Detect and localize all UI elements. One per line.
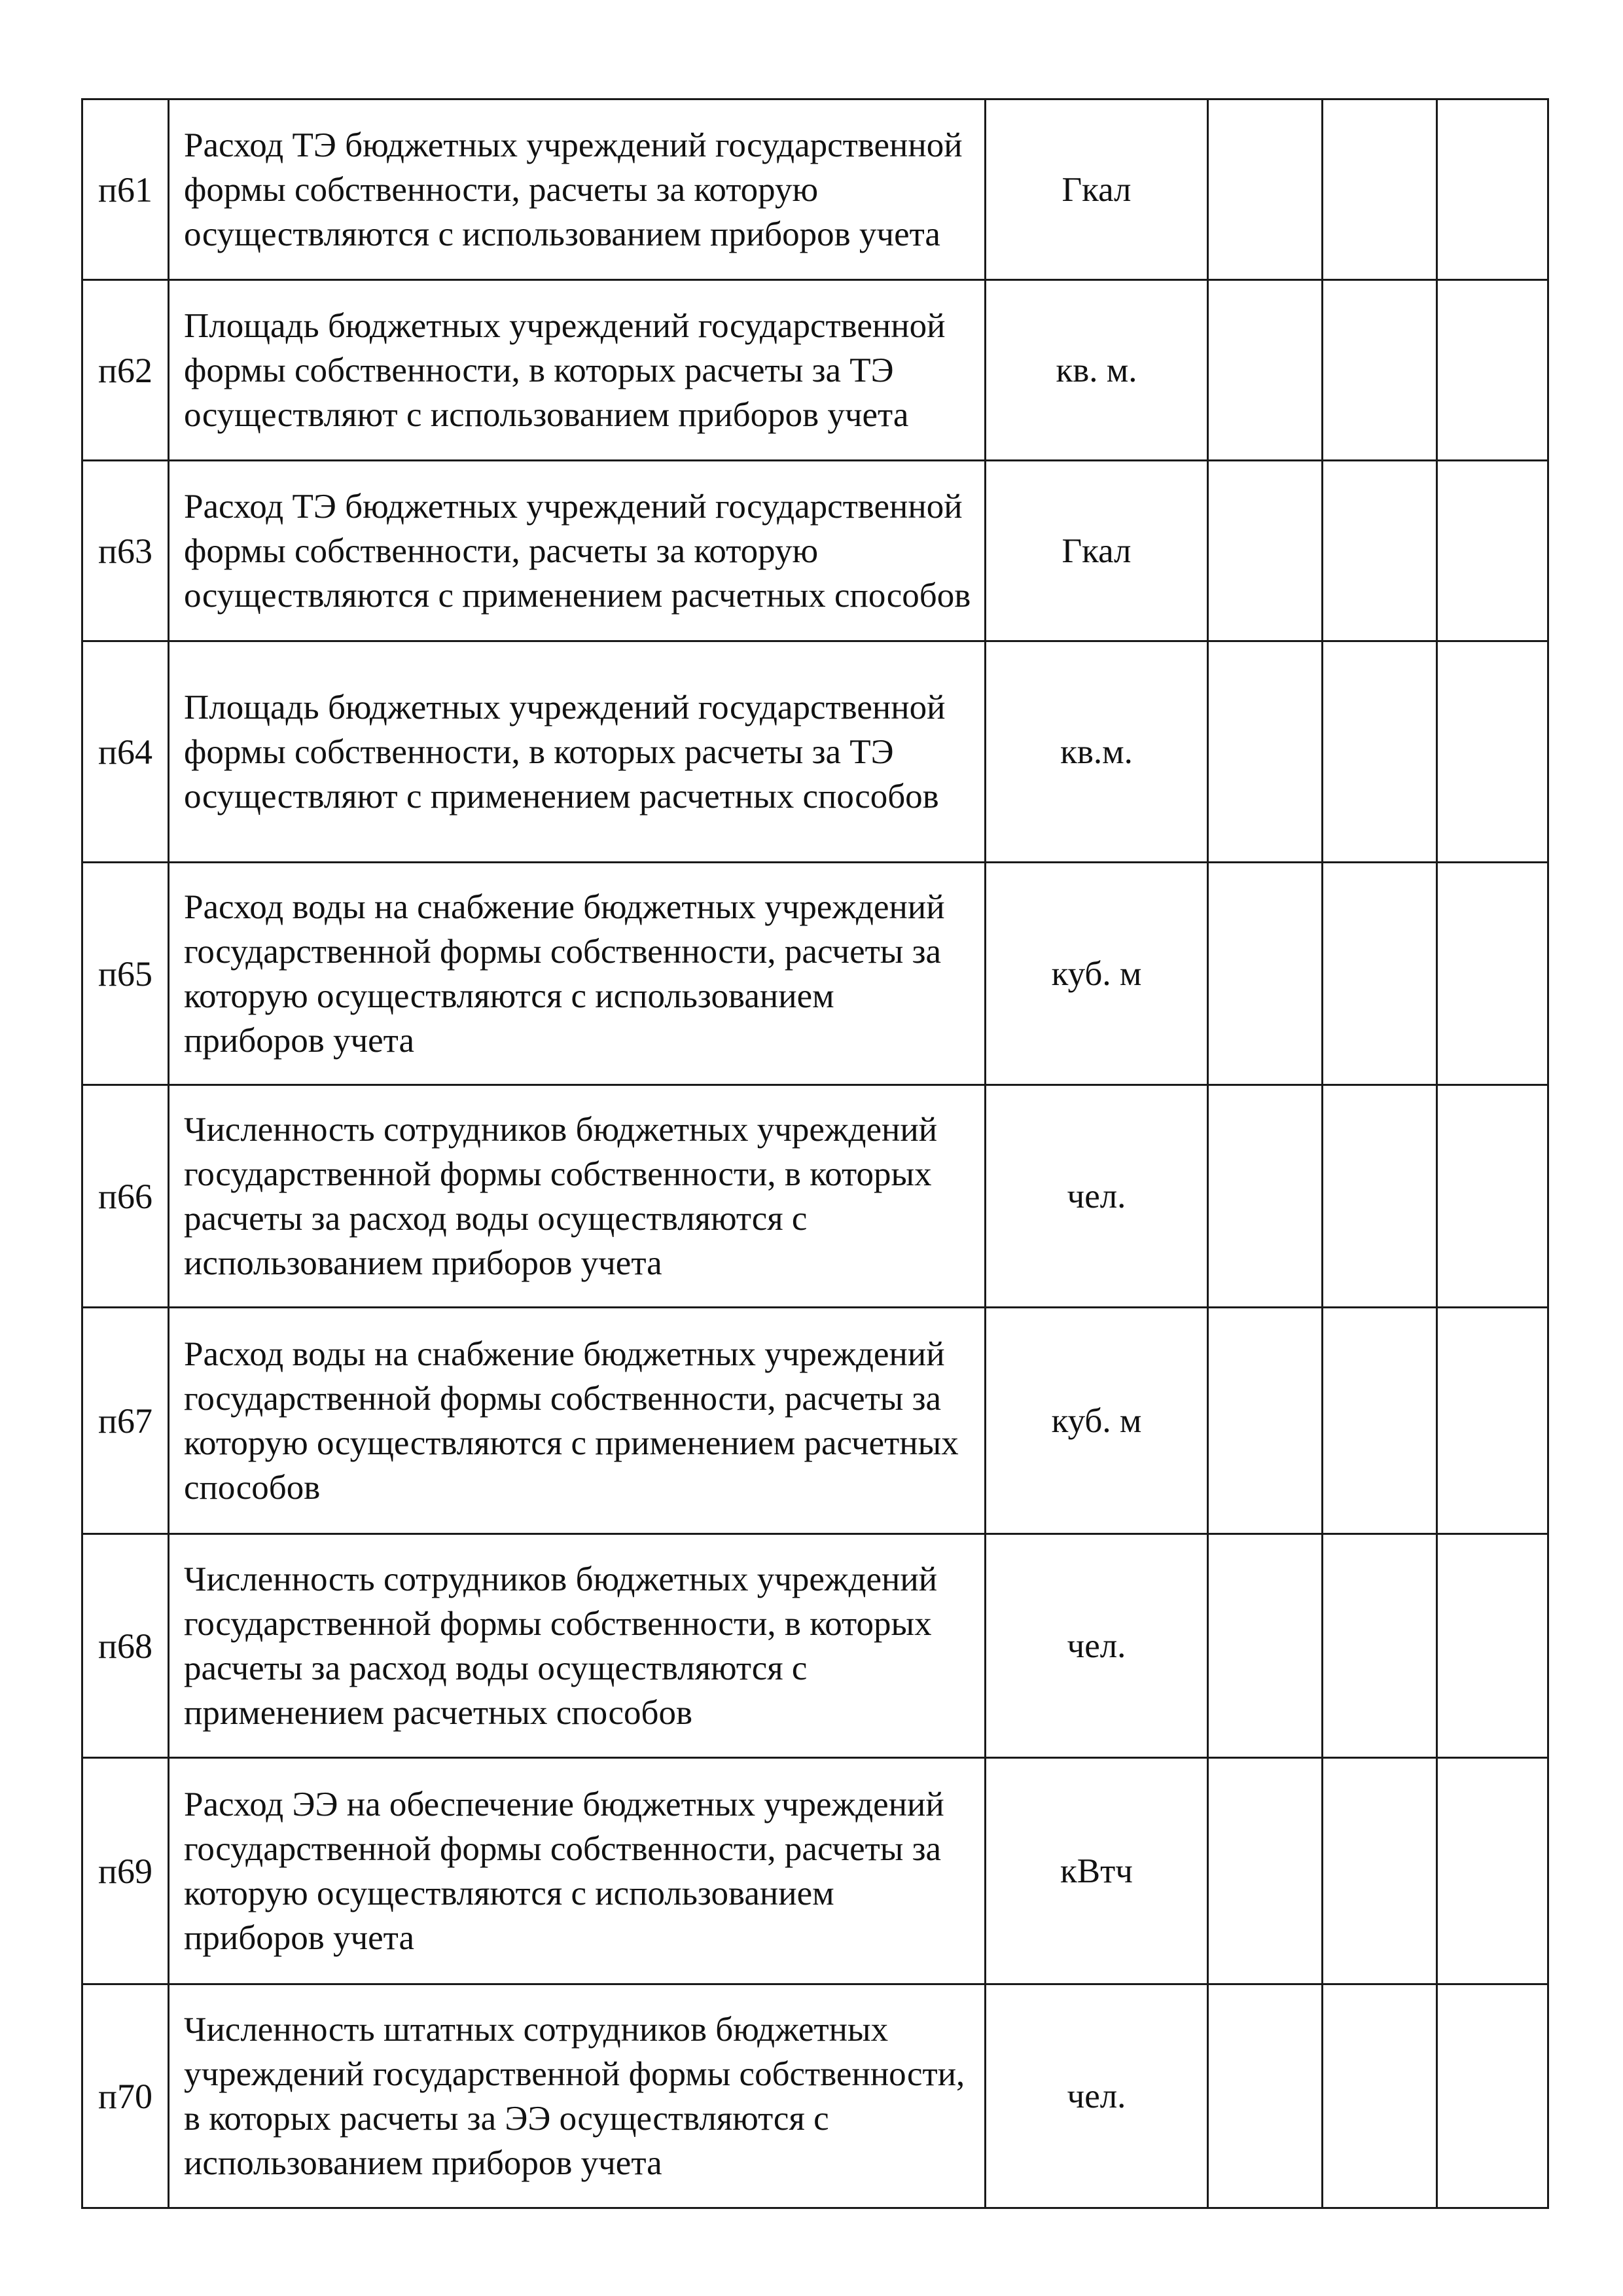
value-cell-1[interactable] (1208, 863, 1323, 1085)
indicator-code: п68 (82, 1534, 169, 1758)
indicator-name: Численность сотрудников бюджетных учреждений государственной формы собственности, в которых расчеты за расход воды осуществляются с использованием приборов учета (169, 1085, 986, 1308)
indicator-name: Численность штатных сотрудников бюджетных учреждений государственной формы собственности, в которых расчеты за ЭЭ осуществляются с использованием приборов учета (169, 1984, 986, 2208)
value-cell-1[interactable] (1208, 1758, 1323, 1984)
indicator-code: п67 (82, 1308, 169, 1534)
value-cell-3[interactable] (1437, 1758, 1548, 1984)
indicator-unit: чел. (986, 1534, 1208, 1758)
value-cell-1[interactable] (1208, 461, 1323, 641)
value-cell-2[interactable] (1323, 641, 1437, 863)
value-cell-2[interactable] (1323, 280, 1437, 461)
indicator-unit: Гкал (986, 461, 1208, 641)
indicator-code: п62 (82, 280, 169, 461)
indicator-unit: чел. (986, 1085, 1208, 1308)
value-cell-2[interactable] (1323, 99, 1437, 280)
indicator-unit: кВтч (986, 1758, 1208, 1984)
indicator-code: п63 (82, 461, 169, 641)
value-cell-2[interactable] (1323, 1308, 1437, 1534)
value-cell-1[interactable] (1208, 1308, 1323, 1534)
value-cell-1[interactable] (1208, 1085, 1323, 1308)
table-row (82, 641, 1548, 863)
value-cell-3[interactable] (1437, 1085, 1548, 1308)
value-cell-2[interactable] (1323, 1085, 1437, 1308)
value-cell-1[interactable] (1208, 280, 1323, 461)
table-row (82, 461, 1548, 641)
value-cell-2[interactable] (1323, 1758, 1437, 1984)
indicator-name: Расход ТЭ бюджетных учреждений государственной формы собственности, расчеты за которую осуществляются с применением расчетных способов (169, 461, 986, 641)
indicator-unit: куб. м (986, 863, 1208, 1085)
indicator-code: п65 (82, 863, 169, 1085)
value-cell-3[interactable] (1437, 641, 1548, 863)
value-cell-2[interactable] (1323, 1984, 1437, 2208)
indicator-code: п69 (82, 1758, 169, 1984)
value-cell-3[interactable] (1437, 280, 1548, 461)
table-row (82, 280, 1548, 461)
table-row (82, 1308, 1548, 1534)
value-cell-3[interactable] (1437, 1534, 1548, 1758)
indicator-name: Расход ЭЭ на обеспечение бюджетных учреждений государственной формы собственности, расчеты за которую осуществляются с использованием приборов учета (169, 1758, 986, 1984)
indicator-name: Площадь бюджетных учреждений государственной формы собственности, в которых расчеты за ТЭ осуществляют с применением расчетных способов (169, 641, 986, 863)
table-row (82, 1085, 1548, 1308)
table-row (82, 1984, 1548, 2208)
value-cell-3[interactable] (1437, 461, 1548, 641)
indicator-table (81, 98, 1549, 2209)
indicator-name: Расход воды на снабжение бюджетных учреждений государственной формы собственности, расчеты за которую осуществляются с использованием приборов учета (169, 863, 986, 1085)
indicator-unit: кв.м. (986, 641, 1208, 863)
value-cell-1[interactable] (1208, 641, 1323, 863)
value-cell-1[interactable] (1208, 1534, 1323, 1758)
table-row (82, 99, 1548, 280)
table-row (82, 1758, 1548, 1984)
value-cell-2[interactable] (1323, 461, 1437, 641)
indicator-unit: куб. м (986, 1308, 1208, 1534)
table-row (82, 863, 1548, 1085)
indicator-code: п61 (82, 99, 169, 280)
indicator-name: Площадь бюджетных учреждений государственной формы собственности, в которых расчеты за ТЭ осуществляют с использованием приборов учета (169, 280, 986, 461)
indicator-unit: кв. м. (986, 280, 1208, 461)
value-cell-3[interactable] (1437, 863, 1548, 1085)
value-cell-2[interactable] (1323, 863, 1437, 1085)
value-cell-1[interactable] (1208, 1984, 1323, 2208)
indicator-code: п70 (82, 1984, 169, 2208)
indicator-name: Численность сотрудников бюджетных учреждений государственной формы собственности, в которых расчеты за расход воды осуществляются с применением расчетных способов (169, 1534, 986, 1758)
value-cell-2[interactable] (1323, 1534, 1437, 1758)
indicator-name: Расход воды на снабжение бюджетных учреждений государственной формы собственности, расчеты за которую осуществляются с применением расчетных способов (169, 1308, 986, 1534)
indicator-name: Расход ТЭ бюджетных учреждений государственной формы собственности, расчеты за которую осуществляются с использованием приборов учета (169, 99, 986, 280)
table-row (82, 1534, 1548, 1758)
value-cell-3[interactable] (1437, 1984, 1548, 2208)
value-cell-1[interactable] (1208, 99, 1323, 280)
indicator-code: п66 (82, 1085, 169, 1308)
indicator-code: п64 (82, 641, 169, 863)
value-cell-3[interactable] (1437, 99, 1548, 280)
value-cell-3[interactable] (1437, 1308, 1548, 1534)
indicator-unit: Гкал (986, 99, 1208, 280)
indicator-unit: чел. (986, 1984, 1208, 2208)
